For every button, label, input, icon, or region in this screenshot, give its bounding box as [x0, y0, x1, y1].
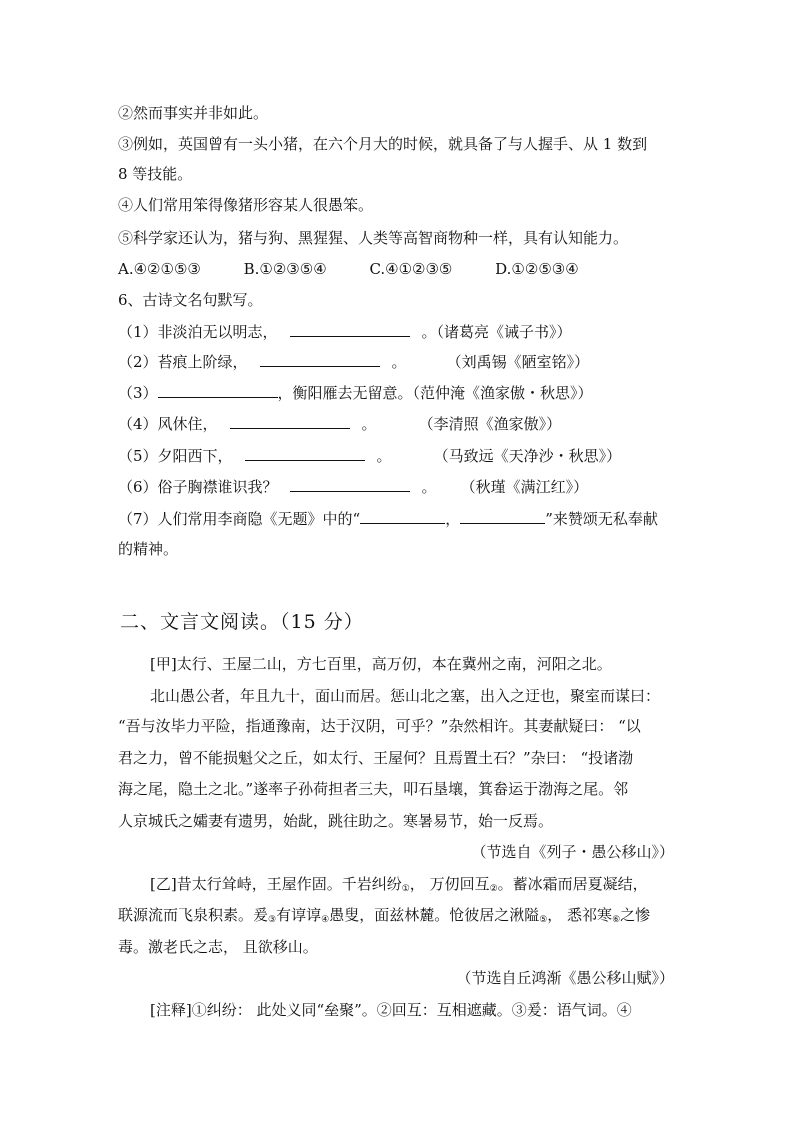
answer-options: [118, 259, 617, 279]
option-d[interactable]: D.①②⑤③④: [495, 260, 579, 278]
option-a[interactable]: A.④②①⑤③: [118, 260, 201, 278]
text-run: 之惨: [620, 906, 651, 924]
item-suffix: 。: [421, 478, 437, 496]
answer-blank[interactable]: [260, 352, 380, 367]
item-source: （李清照《渔家傲》）: [418, 415, 562, 433]
note-marker: ⑤: [539, 915, 548, 925]
text-run: 愚叟，面兹林麓。怆彼居之湫隘: [329, 906, 540, 924]
statement-3: ③例如，英国曾有一头小猪，在六个月大的时候，就具备了与人握手、从 1 数到: [118, 135, 648, 153]
item-suffix: ，衡阳雁去无留意。（范仲淹《渔家傲・秋思》）: [277, 384, 593, 402]
question-6-item: [118, 383, 593, 403]
item-prefix: （3）: [118, 384, 158, 402]
answer-blank[interactable]: [360, 509, 445, 524]
item-suffix: 。（诸葛亮《诫子书》）: [421, 323, 572, 341]
item-prefix: （5）夕阳西下，: [118, 447, 233, 465]
section-2-title: 二、文言文阅读。（15 分）: [120, 611, 364, 633]
question-6-item: [118, 322, 572, 342]
item-prefix: （6）俗子胸襟谁识我？: [118, 478, 278, 496]
item-prefix: （4）风休住，: [118, 415, 218, 433]
text-run: 。蓄冰霜而居夏凝结，: [497, 875, 648, 893]
passage-yi-source: （节选自丘鸿渐《愚公移山赋》）: [456, 969, 674, 987]
text-run: ， 悉祁寒: [547, 906, 613, 924]
text-run: [乙]昔太行耸峙，王屋作固。千岩纠纷: [150, 875, 402, 893]
question-6-title: 6、古诗文名句默写。: [118, 291, 263, 309]
passage-jia-line: 人京城氏之孀妻有遗男，始龀，跳往助之。寒暑易节，始一反焉。: [118, 812, 554, 830]
item-suffix: 。: [361, 415, 377, 433]
question-6-item: [118, 446, 621, 466]
question-6-item: [118, 414, 561, 434]
item-prefix: （1）非淡泊无以明志，: [118, 323, 278, 341]
option-b[interactable]: B.①②③⑤④: [243, 260, 327, 278]
item-prefix: （7）人们常用李商隐《无题》中的“: [118, 510, 361, 528]
text-run: 联源流而飞泉积素。爰: [118, 906, 269, 924]
note-marker: ①: [401, 884, 410, 894]
note-marker: ⑥: [612, 915, 621, 925]
answer-blank[interactable]: [158, 383, 278, 398]
passage-jia-line: 君之力，曾不能损魁父之丘，如太行、王屋何？且焉置土石？”杂曰： “投诸渤: [118, 749, 634, 767]
question-6-item: [118, 352, 589, 372]
text-run: ， 万仞回互: [409, 875, 490, 893]
statement-3-cont: 8 等技能。: [118, 165, 193, 183]
answer-blank[interactable]: [245, 446, 365, 461]
note-marker: ④: [321, 915, 330, 925]
item-source: （马致远《天净沙・秋思》）: [433, 447, 622, 465]
note-marker: ③: [268, 915, 277, 925]
note-marker: ②: [489, 884, 498, 894]
statement-4: ④人们常用笨得像猪形容某人很愚笨。: [118, 196, 374, 214]
item-source: （刘禹锡《陋室铭》）: [446, 353, 590, 371]
item-suffix: 。: [391, 353, 407, 371]
question-6-item-7: [118, 509, 658, 529]
passage-yi-line: [118, 905, 650, 930]
question-6-item: [118, 477, 588, 497]
passage-jia-p1: [甲]太行、王屋二山，方七百里，高万仞，本在冀州之南，河阳之北。: [150, 655, 612, 673]
question-6-item-7-cont: 的精神。: [118, 540, 179, 558]
item-suffix: 。: [376, 447, 392, 465]
answer-blank[interactable]: [460, 509, 545, 524]
option-c[interactable]: C.④①②③⑤: [369, 260, 453, 278]
answer-blank[interactable]: [290, 322, 410, 337]
item-separator: ，: [445, 510, 461, 528]
item-prefix: （2）苔痕上阶绿，: [118, 353, 248, 371]
annotation-notes: [注释]①纠纷： 此处义同“垒聚”。②回互：互相遮藏。③爰：语气词。④: [150, 1001, 632, 1019]
statement-5: ⑤科学家还认为，猪与狗、黑猩猩、人类等高智商物种一样，具有认知能力。: [118, 229, 629, 247]
item-suffix: ”来赞颂无私奉献: [545, 510, 658, 528]
answer-blank[interactable]: [290, 477, 410, 492]
passage-jia-line: 北山愚公者，年且九十，面山而居。惩山北之塞，出入之迂也，聚室而谋曰：: [150, 687, 661, 705]
item-source: （秋瑾《满江红》）: [460, 478, 589, 496]
answer-blank[interactable]: [230, 414, 350, 429]
statement-2: ②然而事实并非如此。: [118, 104, 269, 122]
text-run: 有谆谆: [276, 906, 322, 924]
passage-yi-line: [150, 874, 648, 899]
passage-jia-source: （节选自《列子・愚公移山》）: [471, 843, 674, 861]
passage-jia-line: 海之尾，隐土之北。”遂率子孙荷担者三夫，叩石垦壤，箕畚运于渤海之尾。邻: [118, 780, 629, 798]
passage-yi-line: 毒。激老氏之志， 且欲移山。: [118, 938, 318, 956]
passage-jia-line: “吾与汝毕力平险，指通豫南，达于汉阴，可乎？”杂然相许。其妻献疑曰： “以: [118, 717, 641, 735]
